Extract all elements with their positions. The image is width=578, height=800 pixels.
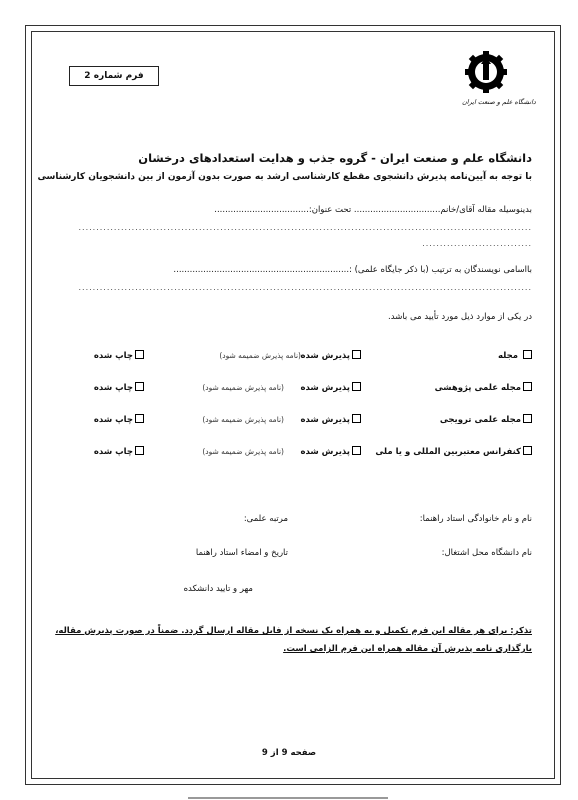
bottom-divider: [188, 797, 388, 799]
checkbox[interactable]: [352, 446, 361, 455]
checkbox[interactable]: [523, 414, 532, 423]
note-line-1: تذکر: برای هر مقاله این فرم تکمیل و به همراه یک نسخه از فایل مقاله ارسال گردد. ضمناً در صورت پذیرش مقاله،: [55, 626, 532, 636]
checkbox[interactable]: [523, 382, 532, 391]
row-accepted-2: پذیرش شده: [300, 382, 361, 393]
authors-line: بااسامی نویسندگان به ترتیب (با ذکر جایگاه علمی) :.................................................................: [173, 265, 532, 275]
row-accepted-4: پذیرش شده: [300, 446, 361, 457]
university-label: نام دانشگاه محل اشتغال:: [441, 548, 532, 558]
row-type-4: کنفرانس معتبربین المللی و یا ملی: [375, 446, 532, 457]
checkbox[interactable]: [135, 350, 144, 359]
row-note-2: (نامه پذیرش ضمیمه شود): [202, 383, 284, 392]
checkbox[interactable]: [135, 382, 144, 391]
checkbox[interactable]: [135, 446, 144, 455]
intro-text: با توجه به آیین‌نامه پذیرش دانشجوی مقطع کارشناسی ارشد به صورت بدون آزمون از بین دانشجویان کارشناسی: [37, 172, 532, 182]
form-number-box: [69, 66, 159, 86]
row-note-1: (نامه پذیرش ضمیمه شود): [219, 351, 301, 360]
note-line-2: بارگذاری نامه پذیرش آن مقاله همراه این فرم الزامی است.: [283, 644, 532, 654]
dots-line-2: ...............................: [422, 239, 532, 248]
page-title: دانشگاه علم و صنعت ایران - گروه جذب و هدایت استعدادهای درخشان: [138, 151, 532, 165]
row-published-4: چاپ شده: [94, 446, 144, 457]
dots-line-3: ................................................................................................................................: [78, 283, 532, 292]
form-number: فرم شماره 2: [84, 71, 144, 81]
checkbox[interactable]: [352, 350, 361, 359]
row-published-1: چاپ شده: [94, 350, 144, 361]
checkbox[interactable]: [352, 382, 361, 391]
advisor-name-label: نام و نام خانوادگی استاد راهنما:: [419, 514, 532, 524]
row-note-3: (نامه پذیرش ضمیمه شود): [202, 415, 284, 424]
logo-text: دانشگاه علم و صنعت ایران: [462, 98, 536, 106]
checkbox[interactable]: [135, 414, 144, 423]
page-border-inner: [31, 31, 555, 779]
article-line: بدینوسیله مقاله آقای/خانم................................ تحت عنوان:...................................: [214, 205, 532, 215]
dots-line-1: ................................................................................................................................: [78, 223, 532, 232]
checkbox[interactable]: [523, 446, 532, 455]
row-published-2: چاپ شده: [94, 382, 144, 393]
row-accepted-1: پذیرش شده: [300, 350, 361, 361]
date-sign-label: تاریخ و امضاء استاد راهنما: [195, 548, 288, 558]
rank-label: مرتبه علمی:: [243, 514, 288, 524]
row-type-2: مجله علمی پژوهشی: [435, 382, 532, 393]
row-accepted-3: پذیرش شده: [300, 414, 361, 425]
confirm-text: در یکی از موارد ذیل مورد تأیید می باشد.: [388, 312, 532, 322]
row-note-4: (نامه پذیرش ضمیمه شود): [202, 447, 284, 456]
checkbox[interactable]: [352, 414, 361, 423]
page-number: صفحه 9 از 9: [261, 748, 317, 758]
row-type-1: مجله: [498, 350, 532, 361]
checkbox[interactable]: [523, 350, 532, 359]
university-logo: [462, 50, 536, 110]
stamp-label: مهر و تایید دانشکده: [183, 584, 253, 594]
row-type-3: مجله علمی ترویجی: [440, 414, 532, 425]
row-published-3: چاپ شده: [94, 414, 144, 425]
